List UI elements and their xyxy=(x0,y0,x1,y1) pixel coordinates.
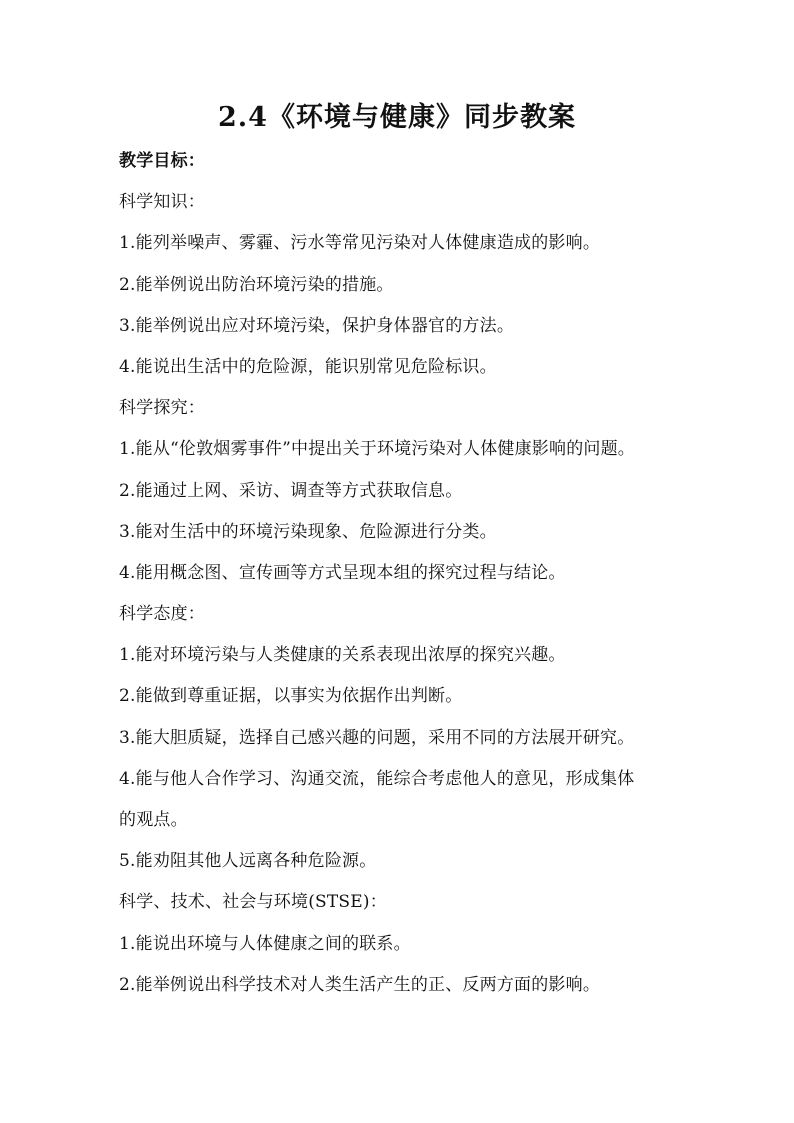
section-heading: 教学目标： xyxy=(119,151,205,171)
list-item: 2.能举例说出防治环境污染的措施。 xyxy=(119,274,394,295)
list-item: 4.能用概念图、宣传画等方式呈现本组的探究过程与结论。 xyxy=(119,562,566,583)
list-item: 1.能列举噪声、雾霾、污水等常见污染对人体健康造成的影响。 xyxy=(119,233,601,254)
list-item: 4.能说出生活中的危险源，能识别常见危险标识。 xyxy=(119,356,497,377)
subsection-heading: 科学态度： xyxy=(119,604,205,625)
list-item: 1.能对环境污染与人类健康的关系表现出浓厚的探究兴趣。 xyxy=(119,645,566,666)
list-item: 1.能说出环境与人体健康之间的联系。 xyxy=(119,933,411,954)
subsection-heading: 科学知识： xyxy=(119,192,205,213)
subsection-heading: 科学探究： xyxy=(119,398,205,419)
list-item: 5.能劝阻其他人远离各种危险源。 xyxy=(119,851,377,872)
list-item: 4.能与他人合作学习、沟通交流，能综合考虑他人的意见，形成集体 xyxy=(119,768,635,789)
list-item: 2.能举例说出科学技术对人类生活产生的正、反两方面的影响。 xyxy=(119,974,601,995)
list-item: 2.能做到尊重证据，以事实为依据作出判断。 xyxy=(119,686,463,707)
list-item: 的观点。 xyxy=(119,810,188,830)
list-item: 2.能通过上网、采访、调查等方式获取信息。 xyxy=(119,480,463,501)
list-item: 3.能举例说出应对环境污染，保护身体器官的方法。 xyxy=(119,315,515,336)
subsection-heading: 科学、技术、社会与环境(STSE)： xyxy=(119,892,387,913)
document-body xyxy=(119,141,689,1006)
list-item: 3.能对生活中的环境污染现象、危险源进行分类。 xyxy=(119,521,497,542)
list-item: 1.能从“伦敦烟雾事件”中提出关于环境污染对人体健康影响的问题。 xyxy=(119,439,636,460)
document-title: 2.4《环境与健康》同步教案 xyxy=(218,102,576,133)
list-item: 3.能大胆质疑，选择自己感兴趣的问题，采用不同的方法展开研究。 xyxy=(119,727,635,748)
